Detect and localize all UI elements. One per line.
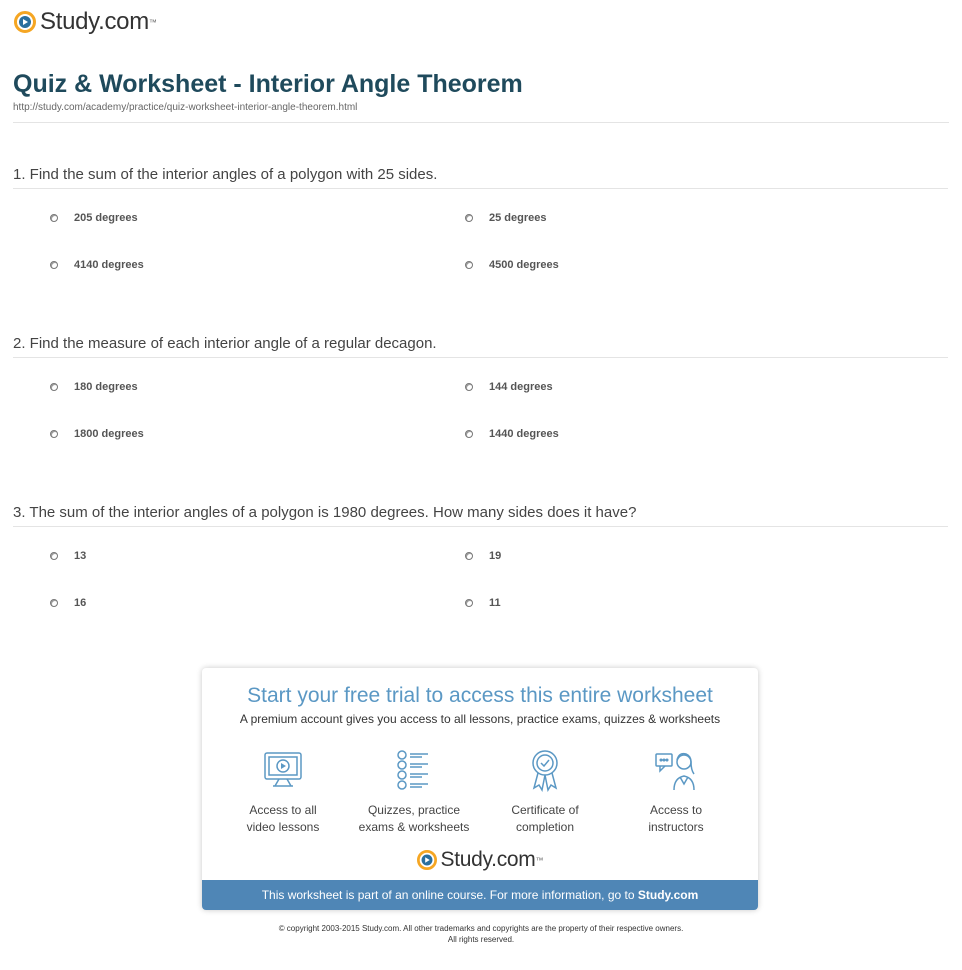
radio-button[interactable] xyxy=(50,383,58,391)
choice-label: 13 xyxy=(74,550,87,562)
choice-label: 1800 degrees xyxy=(74,428,144,440)
question-1: 1. Find the sum of the interior angles of a polygon with 25 sides. xyxy=(13,166,438,183)
choice-2b[interactable] xyxy=(465,381,553,393)
video-lesson-icon xyxy=(261,748,305,792)
choice-label: 4500 degrees xyxy=(489,259,559,271)
question-divider xyxy=(13,188,948,189)
radio-button[interactable] xyxy=(50,214,58,222)
feature-label: Quizzes, practice exams & worksheets xyxy=(358,803,470,834)
choice-label: 16 xyxy=(74,597,87,609)
feature-quizzes xyxy=(349,748,479,836)
page-url[interactable]: http://study.com/academy/practice/quiz-worksheet-interior-angle-theorem.html xyxy=(13,102,358,113)
promo-title[interactable]: Start your free trial to access this entire worksheet xyxy=(247,684,713,707)
choice-label: 205 degrees xyxy=(74,212,138,224)
radio-button[interactable] xyxy=(465,430,473,438)
feature-video-lessons xyxy=(218,748,348,836)
study-logo[interactable] xyxy=(14,8,157,36)
choice-label: 144 degrees xyxy=(489,381,553,393)
feature-label: Access to all video lessons xyxy=(246,803,320,834)
choice-label: 4140 degrees xyxy=(74,259,144,271)
radio-button[interactable] xyxy=(50,261,58,269)
choice-3b[interactable] xyxy=(465,550,501,562)
trademark-mark: ™ xyxy=(535,855,544,865)
radio-button[interactable] xyxy=(465,383,473,391)
choice-label: 11 xyxy=(489,597,501,609)
radio-button[interactable] xyxy=(50,430,58,438)
choice-3c[interactable] xyxy=(50,597,86,609)
promo-subtitle: A premium account gives you access to all lessons, practice exams, quizzes & worksheets xyxy=(239,712,721,726)
logo-text: Study.com xyxy=(40,8,149,35)
feature-label: Certificate of completion xyxy=(511,803,579,834)
copyright-notice: © copyright 2003-2015 Study.com. All other trademarks and copyrights are the property of their respective owners. All rights reserved. xyxy=(278,924,684,944)
page-title: Quiz & Worksheet - Interior Angle Theorem xyxy=(13,70,523,98)
promo-study-logo[interactable] xyxy=(202,848,758,872)
certificate-ribbon-icon xyxy=(523,748,567,792)
choice-label: 180 degrees xyxy=(74,381,138,393)
choice-label: 1440 degrees xyxy=(489,428,559,440)
choice-1d[interactable] xyxy=(465,259,559,271)
choice-2c[interactable] xyxy=(50,428,144,440)
feature-label: Access to instructors xyxy=(648,803,704,834)
radio-button[interactable] xyxy=(465,261,473,269)
choice-2d[interactable] xyxy=(465,428,559,440)
choice-1c[interactable] xyxy=(50,259,144,271)
free-trial-promo xyxy=(202,668,758,910)
choice-1b[interactable] xyxy=(465,212,546,224)
course-info-bar xyxy=(202,880,758,910)
radio-button[interactable] xyxy=(465,552,473,560)
choice-1a[interactable] xyxy=(50,212,138,224)
choice-label: 19 xyxy=(489,550,502,562)
feature-instructors xyxy=(611,748,741,836)
choice-2a[interactable] xyxy=(50,381,138,393)
radio-button[interactable] xyxy=(50,552,58,560)
trademark-mark: ™ xyxy=(148,17,157,27)
course-info-text: This worksheet is part of an online course. For more information, go to xyxy=(261,888,638,902)
radio-button[interactable] xyxy=(465,599,473,607)
choice-label: 25 degrees xyxy=(489,212,547,224)
question-3: 3. The sum of the interior angles of a polygon is 1980 degrees. How many sides does it have? xyxy=(13,504,637,521)
study-com-link[interactable]: Study.com xyxy=(637,888,699,902)
logo-text: Study.com xyxy=(440,848,536,871)
play-circle-logo-icon xyxy=(417,850,437,870)
header-divider xyxy=(13,122,949,123)
radio-button[interactable] xyxy=(465,214,473,222)
question-divider xyxy=(13,357,948,358)
play-circle-logo-icon xyxy=(14,11,36,33)
radio-button[interactable] xyxy=(50,599,58,607)
question-2: 2. Find the measure of each interior angle of a regular decagon. xyxy=(13,335,437,352)
feature-certificate xyxy=(480,748,610,836)
choice-3a[interactable] xyxy=(50,550,86,562)
question-divider xyxy=(13,526,948,527)
checklist-icon xyxy=(392,748,436,792)
instructor-chat-icon xyxy=(654,748,698,792)
choice-3d[interactable] xyxy=(465,597,501,609)
